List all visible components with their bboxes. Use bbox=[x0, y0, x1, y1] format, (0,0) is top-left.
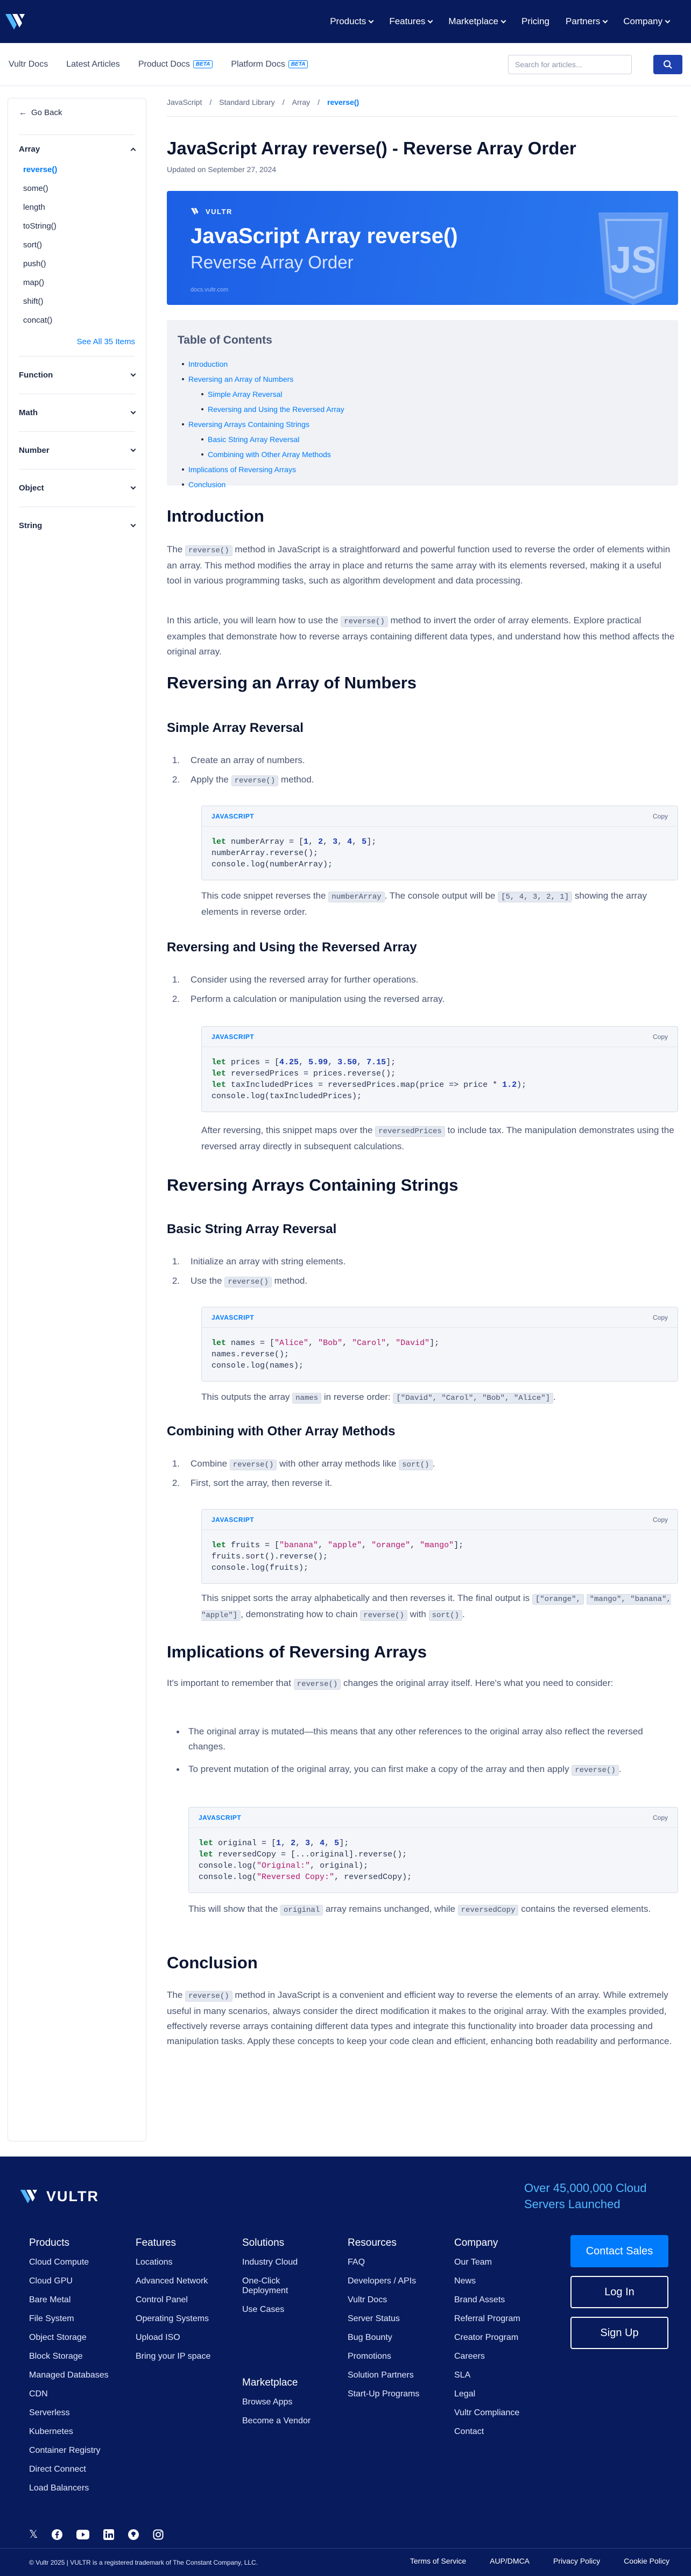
footer-link[interactable]: Creator Program bbox=[454, 2333, 519, 2342]
footer-link[interactable]: Promotions bbox=[348, 2352, 391, 2361]
linkedin-icon[interactable] bbox=[103, 2529, 114, 2540]
privacy-link[interactable]: Privacy Policy bbox=[553, 2557, 601, 2565]
inline-code: reverse() bbox=[224, 1277, 272, 1287]
code-lang: JAVASCRIPT bbox=[211, 1313, 255, 1321]
beta-badge: BETA bbox=[193, 60, 213, 68]
footer-link[interactable]: File System bbox=[29, 2314, 74, 2323]
footer-divider bbox=[0, 2548, 691, 2549]
vultr-logo-icon bbox=[4, 12, 29, 31]
footer-link[interactable]: SLA bbox=[454, 2371, 471, 2380]
section-heading: Reversing an Array of Numbers bbox=[167, 673, 417, 692]
code-content: let numberArray = [1, 2, 3, 4, 5]; numberArray.reverse(); console.log(numberArray); bbox=[202, 827, 678, 880]
footer-link[interactable]: Block Storage bbox=[29, 2352, 83, 2361]
list-item: To prevent mutation of the original array, you can first make a copy of the array and then apply reverse() . bbox=[167, 1762, 678, 1778]
cookie-link[interactable]: Cookie Policy bbox=[624, 2557, 669, 2565]
nav-marketplace[interactable]: Marketplace bbox=[448, 16, 505, 27]
nav-features[interactable]: Features bbox=[389, 16, 432, 27]
code-block bbox=[201, 806, 678, 880]
sidebar-item-sort[interactable]: sort() bbox=[23, 240, 42, 250]
main-nav bbox=[330, 0, 669, 43]
chevron-down-icon bbox=[131, 522, 136, 528]
code-lang: JAVASCRIPT bbox=[211, 812, 255, 820]
footer-link[interactable]: Kubernetes bbox=[29, 2427, 73, 2436]
toc-item[interactable]: Reversing and Using the Reversed Array bbox=[178, 402, 667, 417]
inline-code: reverse() bbox=[231, 775, 279, 786]
intro-paragraph: The reverse() method in JavaScript is a straightforward and powerful function used to reverse the order of elements within an array. This method modifies the array in place and returns the same array with its elements reversed, making it a useful tool in various programming tasks, such as algorithm development and data processing. bbox=[167, 544, 671, 586]
footer-link[interactable]: Industry Cloud bbox=[242, 2258, 298, 2267]
login-button[interactable]: Log In bbox=[570, 2276, 668, 2308]
toc-item[interactable]: Basic String Array Reversal bbox=[178, 432, 667, 447]
footer-link[interactable]: Advanced Network bbox=[136, 2276, 208, 2286]
footer-link[interactable]: Container Registry bbox=[29, 2446, 101, 2455]
beta-badge: BETA bbox=[288, 60, 308, 68]
toc-item[interactable]: Implications of Reversing Arrays bbox=[178, 462, 667, 477]
social-links bbox=[29, 2528, 164, 2541]
footer-link[interactable]: Control Panel bbox=[136, 2295, 188, 2304]
toc-item[interactable]: Conclusion bbox=[178, 477, 667, 492]
docs-subnav bbox=[0, 43, 691, 86]
page-title: JavaScript Array reverse() - Reverse Array Order bbox=[167, 138, 576, 158]
subsection-heading: Basic String Array Reversal bbox=[167, 1222, 337, 1236]
list-item: 1. Initialize an array with string elements. bbox=[172, 1256, 346, 1266]
footer-link[interactable]: One-Click Deployment bbox=[242, 2276, 288, 2295]
footer-link[interactable]: Bare Metal bbox=[29, 2295, 71, 2304]
aup-link[interactable]: AUP/DMCA bbox=[490, 2557, 530, 2565]
legal-links bbox=[410, 2557, 669, 2565]
footer-link[interactable]: Our Team bbox=[454, 2258, 492, 2267]
footer-heading: Features bbox=[136, 2237, 176, 2248]
bullet-list bbox=[167, 1724, 678, 1785]
sidebar-item-reverse[interactable]: reverse() bbox=[23, 165, 58, 174]
instagram-icon[interactable] bbox=[153, 2529, 164, 2540]
footer-link[interactable]: Become a Vendor bbox=[242, 2416, 311, 2425]
explanation-paragraph: After reversing, this snippet maps over the reversedPrices to include tax. The manipulation demonstrates using the reversed array directly in subsequent calculations. bbox=[201, 1125, 674, 1151]
chevron-down-icon bbox=[131, 485, 136, 490]
code-block bbox=[201, 1026, 678, 1112]
search-icon bbox=[663, 60, 673, 69]
separator-icon: / bbox=[282, 98, 285, 106]
toc-item[interactable]: Combining with Other Array Methods bbox=[178, 447, 667, 462]
subnav-product-docs[interactable]: Product Docs BETA bbox=[138, 60, 213, 69]
footer-link[interactable]: Careers bbox=[454, 2352, 485, 2361]
copy-button[interactable]: Copy bbox=[652, 812, 668, 820]
footer-link[interactable]: Browse Apps bbox=[242, 2397, 293, 2407]
article-banner bbox=[167, 191, 678, 305]
copy-button[interactable]: Copy bbox=[652, 1313, 668, 1321]
section-heading: Introduction bbox=[167, 507, 264, 525]
explanation-paragraph: This outputs the array names in reverse order: ["David", "Carol", "Bob", "Alice"] . bbox=[201, 1392, 556, 1403]
toc-item[interactable]: Simple Array Reversal bbox=[178, 387, 667, 402]
signup-button[interactable]: Sign Up bbox=[570, 2317, 668, 2349]
footer-link[interactable]: Solution Partners bbox=[348, 2371, 414, 2380]
crumb-array[interactable]: Array bbox=[292, 98, 311, 106]
sidebar-item-length[interactable]: length bbox=[23, 203, 45, 212]
chevron-up-icon bbox=[131, 148, 136, 153]
footer-link[interactable]: Use Cases bbox=[242, 2305, 285, 2314]
footer-link[interactable]: Cloud Compute bbox=[29, 2258, 89, 2267]
crumb-standard-library[interactable]: Standard Library bbox=[219, 98, 275, 106]
sidebar-item-map[interactable]: map() bbox=[23, 278, 45, 287]
subnav-latest-articles[interactable]: Latest Articles bbox=[66, 59, 120, 69]
footer-link[interactable]: Referral Program bbox=[454, 2314, 520, 2323]
facebook-icon[interactable] bbox=[52, 2529, 62, 2540]
code-block bbox=[201, 1509, 678, 1584]
conclusion-paragraph: The reverse() method in JavaScript is a convenient and efficient way to reverse the elements of an array. While extremely useful in many scenarios, always consider the direct modification it makes to the original array. With the examples provided, effectively reverse arrays containing different data types and integrate this functionality into broader data processing and manipulation tasks. Apply these concepts to keep your code clean and efficient, enhancing both readability and performance. bbox=[167, 1990, 672, 2046]
footer-link[interactable]: Contact bbox=[454, 2427, 484, 2436]
footer-link[interactable]: Bug Bounty bbox=[348, 2333, 392, 2342]
footer-link[interactable]: Direct Connect bbox=[29, 2465, 86, 2474]
footer-link[interactable]: Developers / APIs bbox=[348, 2276, 417, 2286]
section-label: Object bbox=[19, 483, 44, 493]
toc-item[interactable]: Reversing Arrays Containing Strings bbox=[178, 417, 667, 432]
explanation-paragraph: This snippet sorts the array alphabetically and then reverses it. The final output is ["orange", "mango", "banana", "apple"] , demonstrating how to chain reverse() with sort() . bbox=[201, 1593, 671, 1620]
list-item: 1. Create an array of numbers. bbox=[172, 755, 305, 765]
footer-link[interactable]: Cloud GPU bbox=[29, 2276, 73, 2286]
sidebar-item-push[interactable]: push() bbox=[23, 259, 46, 268]
vultr-logo[interactable] bbox=[4, 12, 29, 31]
go-back-link[interactable] bbox=[19, 108, 135, 117]
code-content: let names = ["Alice", "Bob", "Carol", "David"]; names.reverse(); console.log(names); bbox=[202, 1328, 678, 1381]
banner-brand: VULTR bbox=[206, 207, 232, 216]
footer-col-products bbox=[29, 2237, 109, 2502]
footer-link[interactable]: Vultr Docs bbox=[348, 2295, 387, 2304]
copyright: © Vultr 2025 | VULTR is a registered trademark of The Constant Company, LLC. bbox=[29, 2559, 258, 2566]
site-footer bbox=[0, 2157, 691, 2576]
list-item: 2. Perform a calculation or manipulation using the reversed array. bbox=[172, 994, 445, 1004]
footer-link[interactable]: Bring your IP space bbox=[136, 2352, 211, 2361]
list-item: 2. First, sort the array, then reverse it. bbox=[172, 1478, 333, 1488]
toc-title: Table of Contents bbox=[178, 334, 272, 346]
toc-item[interactable]: Introduction bbox=[178, 357, 667, 372]
footer-link[interactable]: Serverless bbox=[29, 2408, 70, 2417]
js-shield-icon bbox=[593, 212, 674, 305]
code-lang: JAVASCRIPT bbox=[211, 1033, 255, 1041]
sidebar-section-string[interactable] bbox=[19, 507, 135, 544]
footer-link[interactable]: Server Status bbox=[348, 2314, 400, 2323]
section-heading: Reversing Arrays Containing Strings bbox=[167, 1176, 459, 1194]
steps-list bbox=[167, 1256, 678, 1295]
code-content: let original = [1, 2, 3, 4, 5]; let reversedCopy = [...original].reverse(); console.log("Original:", original); console.log("Reversed Copy:", reversedCopy); bbox=[189, 1828, 678, 1892]
nav-pricing[interactable]: Pricing bbox=[521, 16, 549, 26]
chevron-down-icon bbox=[131, 409, 136, 415]
see-all-link[interactable]: See All 35 Items bbox=[19, 330, 135, 357]
go-back-label: Go Back bbox=[31, 108, 62, 117]
sidebar-section-object[interactable] bbox=[19, 469, 135, 507]
chevron-down-icon bbox=[603, 18, 608, 23]
footer-link[interactable]: Start-Up Programs bbox=[348, 2389, 420, 2399]
explanation-paragraph: This will show that the original array remains unchanged, while reversedCopy contains the reversed elements. bbox=[188, 1904, 651, 1915]
footer-col-company bbox=[454, 2237, 520, 2446]
banner-title: JavaScript Array reverse() bbox=[191, 224, 458, 248]
footer-link[interactable]: News bbox=[454, 2276, 476, 2286]
arrow-left-icon: ← bbox=[19, 108, 27, 117]
footer-heading: Resources bbox=[348, 2237, 397, 2248]
section-label: String bbox=[19, 521, 43, 530]
footer-heading: Company bbox=[454, 2237, 498, 2248]
footer-link[interactable]: CDN bbox=[29, 2389, 48, 2399]
banner-subtitle: Reverse Array Order bbox=[191, 252, 354, 272]
inline-code: reverse() bbox=[185, 545, 232, 556]
chevron-down-icon bbox=[369, 18, 374, 23]
footer-link[interactable]: Operating Systems bbox=[136, 2314, 209, 2323]
subsection-heading: Simple Array Reversal bbox=[167, 721, 304, 735]
footer-logo[interactable] bbox=[19, 2188, 99, 2205]
code-content: let fruits = ["banana", "apple", "orange", "mango"]; fruits.sort().reverse(); console.log(fruits); bbox=[202, 1530, 678, 1583]
section-heading: Implications of Reversing Arrays bbox=[167, 1642, 427, 1661]
footer-link[interactable]: FAQ bbox=[348, 2258, 365, 2267]
footer-link[interactable]: Object Storage bbox=[29, 2333, 87, 2342]
search-input[interactable]: Search for articles... bbox=[508, 55, 632, 74]
explanation-paragraph: This code snippet reverses the numberArray . The console output will be [5, 4, 3, 2, 1] showing the array elements in reverse order. bbox=[201, 891, 647, 917]
terms-link[interactable]: Terms of Service bbox=[410, 2557, 467, 2565]
vultr-logo-icon bbox=[19, 2188, 41, 2205]
footer-link[interactable]: Legal bbox=[454, 2389, 476, 2399]
footer-heading: Products bbox=[29, 2237, 69, 2248]
copy-button[interactable]: Copy bbox=[652, 1033, 668, 1041]
section-label: Function bbox=[19, 371, 53, 380]
search-button[interactable] bbox=[653, 55, 682, 74]
inline-code: reverse() bbox=[341, 616, 388, 627]
footer-link[interactable]: Load Balancers bbox=[29, 2484, 89, 2493]
steps-list bbox=[167, 1458, 678, 1497]
sidebar-item-some[interactable]: some() bbox=[23, 184, 48, 193]
section-heading: Conclusion bbox=[167, 1953, 258, 1972]
article bbox=[167, 98, 678, 2046]
separator-icon: / bbox=[209, 98, 212, 106]
footer-link[interactable]: Locations bbox=[136, 2258, 173, 2267]
nav-company[interactable]: Company bbox=[623, 16, 669, 27]
vultr-logo-icon bbox=[191, 207, 201, 216]
footer-col-resources bbox=[348, 2237, 419, 2408]
youtube-icon[interactable] bbox=[76, 2530, 89, 2539]
top-navbar bbox=[0, 0, 691, 43]
list-item: The original array is mutated—this means that any other references to the original array also reflect the reversed changes. bbox=[167, 1724, 678, 1754]
copy-button[interactable]: Copy bbox=[652, 1813, 668, 1821]
chevron-down-icon bbox=[665, 18, 671, 23]
nav-partners[interactable]: Partners bbox=[566, 16, 607, 27]
list-item: 1. Consider using the reversed array for further operations. bbox=[172, 974, 419, 985]
sidebar-item-tostring[interactable]: toString() bbox=[23, 222, 57, 231]
sidebar-section-math[interactable] bbox=[19, 394, 135, 432]
code-block bbox=[201, 1307, 678, 1382]
footer-brand: VULTR bbox=[46, 2188, 99, 2204]
table-of-contents bbox=[167, 320, 678, 489]
code-content: let prices = [4.25, 5.99, 3.50, 7.15]; let reversedPrices = prices.reverse(); let taxIncludedPrices = reversedPrices.map(price => price * 1.2); console.log(taxIncludedPrices); bbox=[202, 1047, 678, 1112]
contact-sales-button[interactable]: Contact Sales bbox=[570, 2235, 668, 2267]
code-lang: JAVASCRIPT bbox=[199, 1813, 242, 1821]
footer-col-features bbox=[136, 2237, 210, 2371]
subsection-heading: Combining with Other Array Methods bbox=[167, 1424, 396, 1439]
chevron-down-icon bbox=[131, 372, 136, 377]
sidebar-item-shift[interactable]: shift() bbox=[23, 297, 44, 306]
subnav-vultr-docs[interactable]: Vultr Docs bbox=[9, 59, 48, 69]
footer-heading: Solutions bbox=[242, 2237, 285, 2248]
github-icon[interactable] bbox=[128, 2529, 139, 2540]
x-icon[interactable]: 𝕏 bbox=[29, 2529, 38, 2541]
chevron-down-icon bbox=[501, 18, 506, 23]
footer-heading: Marketplace bbox=[242, 2377, 298, 2388]
footer-tagline: Over 45,000,000 Cloud Servers Launched bbox=[524, 2181, 647, 2211]
section-label: Math bbox=[19, 408, 38, 417]
sidebar-item-concat[interactable]: concat() bbox=[23, 316, 53, 325]
section-label: Array bbox=[19, 145, 40, 154]
banner-url: docs.vultr.com bbox=[191, 287, 229, 293]
separator-icon: / bbox=[318, 98, 320, 106]
code-lang: JAVASCRIPT bbox=[211, 1515, 255, 1524]
list-item: 2. Use the reverse() method. bbox=[172, 1276, 308, 1286]
code-block bbox=[188, 1807, 678, 1893]
list-item: 2. Apply the reverse() method. bbox=[172, 774, 314, 785]
crumb-javascript[interactable]: JavaScript bbox=[167, 98, 202, 106]
section-label: Number bbox=[19, 446, 50, 455]
toc-item[interactable]: Reversing an Array of Numbers bbox=[178, 372, 667, 387]
subsection-heading: Reversing and Using the Reversed Array bbox=[167, 940, 417, 955]
footer-link[interactable]: Brand Assets bbox=[454, 2295, 505, 2304]
subnav-platform-docs[interactable]: Platform Docs BETA bbox=[231, 60, 308, 69]
banner-logo bbox=[191, 207, 232, 216]
explanation-paragraph: It's important to remember that reverse() changes the original array itself. Here's what you need to consider: bbox=[167, 1678, 614, 1689]
sidebar-section-array[interactable] bbox=[19, 134, 135, 160]
breadcrumb bbox=[167, 98, 678, 117]
footer-col-marketplace bbox=[242, 2377, 311, 2435]
svg-text:JS: JS bbox=[610, 239, 657, 281]
footer-link[interactable]: Vultr Compliance bbox=[454, 2408, 520, 2417]
footer-col-solutions bbox=[242, 2237, 323, 2324]
nav-products[interactable]: Products bbox=[330, 16, 373, 27]
chevron-down-icon bbox=[131, 447, 136, 452]
footer-link[interactable]: Upload ISO bbox=[136, 2333, 180, 2342]
sidebar bbox=[8, 98, 146, 2141]
sidebar-section-number[interactable] bbox=[19, 432, 135, 469]
updated-date: Updated on September 27, 2024 bbox=[167, 165, 277, 174]
intro-paragraph: In this article, you will learn how to use the reverse() method to invert the order of array elements. Explore practical examples that demonstrate how to reverse arrays containing different data types, and understand how this method affects the original array. bbox=[167, 615, 675, 657]
copy-button[interactable]: Copy bbox=[652, 1515, 668, 1524]
chevron-down-icon bbox=[428, 18, 433, 23]
list-item: 1. Combine reverse() with other array methods like sort() . bbox=[172, 1458, 435, 1469]
crumb-current: reverse() bbox=[327, 98, 359, 106]
footer-link[interactable]: Managed Databases bbox=[29, 2371, 109, 2380]
steps-list bbox=[167, 974, 678, 1013]
steps-list bbox=[167, 755, 678, 794]
sidebar-section-function[interactable] bbox=[19, 357, 135, 394]
